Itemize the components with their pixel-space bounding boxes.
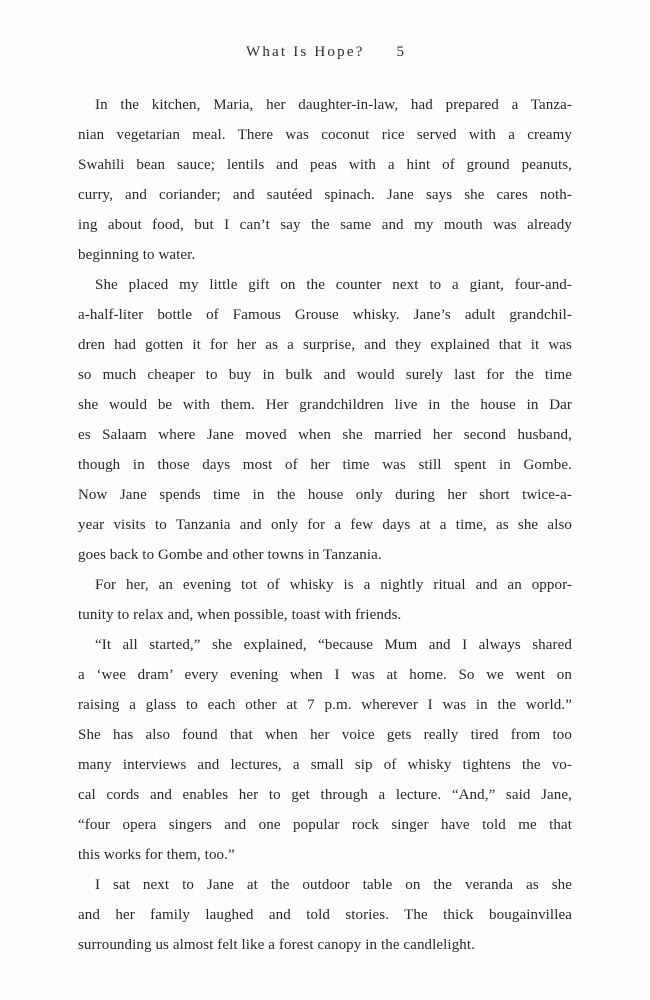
text-line: “It all started,” she explained, “because Mum and I always shared bbox=[95, 637, 572, 653]
text-line: she would be with them. Her grandchildren live in the house in Dar bbox=[78, 397, 572, 413]
text-line: so much cheaper to buy in bulk and would surely last for the time bbox=[78, 367, 572, 383]
text-line: es Salaam where Jane moved when she married her second husband, bbox=[78, 427, 572, 443]
text-line: this works for them, too.” bbox=[78, 847, 235, 863]
text-line: raising a glass to each other at 7 p.m. wherever I was in the world.” bbox=[78, 697, 572, 713]
text-line: a-half-liter bottle of Famous Grouse whisky. Jane’s adult grandchil- bbox=[78, 307, 572, 323]
text-line: For her, an evening tot of whisky is a nightly ritual and an oppor- bbox=[95, 577, 572, 593]
text-line: surrounding us almost felt like a forest canopy in the candlelight. bbox=[78, 937, 476, 953]
text-line: goes back to Gombe and other towns in Tanzania. bbox=[78, 547, 382, 563]
paragraph bbox=[78, 870, 572, 960]
paragraph bbox=[78, 270, 572, 570]
paragraph bbox=[78, 630, 572, 870]
chapter-title: What Is Hope? bbox=[245, 44, 365, 60]
text-line: In the kitchen, Maria, her daughter-in-law, had prepared a Tanza- bbox=[95, 97, 572, 113]
page-number: 5 bbox=[396, 44, 405, 60]
text-block bbox=[78, 90, 572, 960]
text-line: and her family laughed and told stories. The thick bougainvillea bbox=[78, 907, 572, 923]
text-line: She has also found that when her voice gets really tired from too bbox=[78, 727, 572, 743]
text-line: beginning to water. bbox=[78, 247, 196, 263]
paragraph bbox=[78, 90, 572, 270]
text-line: She placed my little gift on the counter next to a giant, four-and- bbox=[95, 277, 572, 293]
paragraph bbox=[78, 570, 572, 630]
text-line: year visits to Tanzania and only for a few days at a time, as she also bbox=[78, 517, 572, 533]
text-line: I sat next to Jane at the outdoor table on the veranda as she bbox=[95, 877, 572, 893]
text-line: many interviews and lectures, a small sip of whisky tightens the vo- bbox=[78, 757, 572, 773]
text-line: “four opera singers and one popular rock singer have told me that bbox=[78, 817, 572, 833]
text-line: dren had gotten it for her as a surprise, and they explained that it was bbox=[78, 337, 572, 353]
text-line: cal cords and enables her to get through a lecture. “And,” said Jane, bbox=[78, 787, 572, 803]
text-line: though in those days most of her time was still spent in Gombe. bbox=[78, 457, 572, 473]
text-line: curry, and coriander; and sautéed spinach. Jane says she cares noth- bbox=[78, 187, 572, 203]
text-line: nian vegetarian meal. There was coconut rice served with a creamy bbox=[78, 127, 572, 143]
text-line: Swahili bean sauce; lentils and peas with a hint of ground peanuts, bbox=[78, 157, 572, 173]
text-line: a ‘wee dram’ every evening when I was at home. So we went on bbox=[78, 667, 572, 683]
text-line: ing about food, but I can’t say the same and my mouth was already bbox=[78, 217, 572, 233]
text-line: tunity to relax and, when possible, toast with friends. bbox=[78, 607, 402, 623]
text-line: Now Jane spends time in the house only during her short twice-a- bbox=[78, 487, 572, 503]
running-head bbox=[0, 44, 650, 61]
